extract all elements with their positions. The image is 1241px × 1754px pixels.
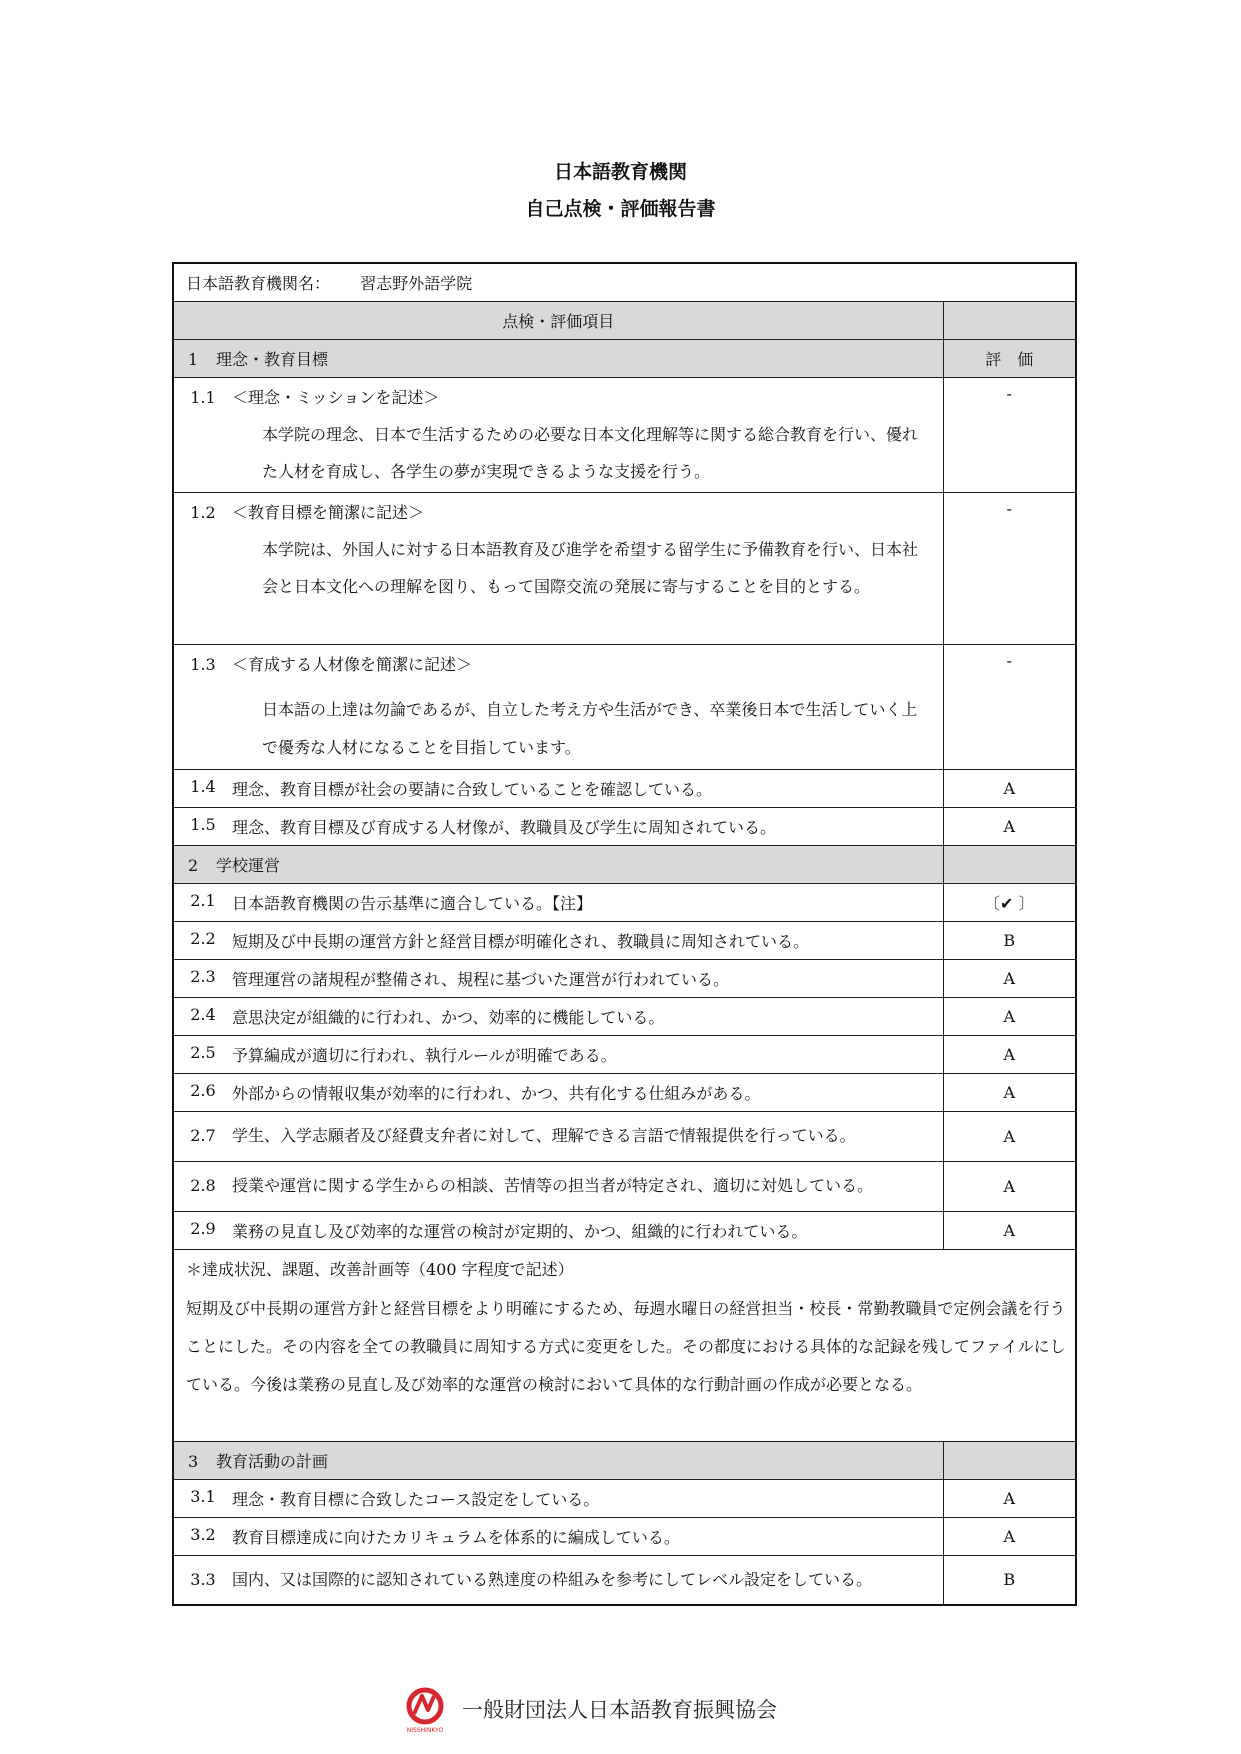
item-number: 1.3	[190, 654, 216, 674]
section-row-3	[173, 1441, 1076, 1479]
page-footer	[0, 1686, 1241, 1736]
section-number: 1	[188, 349, 199, 369]
institution-label: 日本語教育機関名：	[186, 273, 331, 293]
item-row-1-5	[173, 807, 1076, 845]
item-number: 3.1	[190, 1486, 216, 1506]
item-row-2-9	[173, 1211, 1076, 1249]
document-title: 日本語教育機関	[553, 161, 687, 183]
item-rating: A	[943, 769, 1076, 807]
remarks-body: 短期及び中長期の運営方針と経営目標をより明確にするため、毎週水曜日の経営担当・校長・常勤教職員で定例会議を行うことにした。その内容を全ての教職員に周知する方式に変更をした。その都度における具体的な記録を残してファイルにしている。今後は業務の見直し及び効率的な運営の検討において具体的な行動計画の作成が必要となる。	[186, 1298, 1066, 1394]
item-heading: ＜理念・ミッションを記述＞	[232, 387, 440, 407]
item-text: 理念・教育目標に合致したコース設定をしている。	[232, 1489, 600, 1509]
nisshinkyo-logo	[400, 1686, 450, 1734]
rating-header: 評 価	[943, 339, 1076, 377]
section-label: 学校運営	[216, 855, 281, 875]
item-row-1-3	[173, 644, 1076, 769]
item-text: 理念、教育目標及び育成する人材像が、教職員及び学生に周知されている。	[232, 817, 777, 837]
item-text: 国内、又は国際的に認知されている熟達度の枠組みを参考にしてレベル設定をしている。	[232, 1569, 873, 1589]
item-rating: A	[943, 1111, 1076, 1161]
item-row-1-2	[173, 492, 1076, 644]
section-number: 3	[188, 1451, 199, 1471]
item-text: 業務の見直し及び効率的な運営の検討が定期的、かつ、組織的に行われている。	[232, 1221, 808, 1241]
institution-name: 習志野外語学院	[360, 273, 473, 293]
item-row-2-1	[173, 883, 1076, 921]
item-description: 日本語の上達は勿論であるが、自立した考え方や生活ができ、卒業後日本で生活していく上で優秀な人材になることを目指しています。	[262, 699, 918, 757]
item-description: 本学院は、外国人に対する日本語教育及び進学を希望する留学生に予備教育を行い、日本社会と日本文化への理解を図り、もって国際交流の発展に寄与することを目的とする。	[262, 539, 919, 596]
item-number: 2.2	[190, 928, 216, 948]
remarks-row	[173, 1249, 1076, 1441]
item-row-2-7	[173, 1111, 1076, 1161]
item-heading: ＜育成する人材像を簡潔に記述＞	[232, 654, 473, 674]
item-number: 1.2	[190, 502, 216, 522]
remarks-heading: ＊達成状況、課題、改善計画等（400 字程度で記述）	[186, 1259, 574, 1279]
section-number: 2	[188, 855, 199, 875]
section-label: 理念・教育目標	[216, 349, 329, 369]
item-description: 本学院の理念、日本で生活するための必要な日本文化理解等に関する総合教育を行い、優れた人材を育成し、各学生の夢が実現できるような支援を行う。	[262, 424, 919, 481]
section-rating-blank	[943, 845, 1076, 883]
item-rating: A	[943, 997, 1076, 1035]
item-number: 2.4	[190, 1004, 216, 1024]
item-number: 2.8	[190, 1176, 216, 1195]
item-text: 理念、教育目標が社会の要請に合致していることを確認している。	[232, 779, 713, 799]
item-number: 1.1	[190, 387, 216, 407]
document-subtitle: 自己点検・評価報告書	[525, 198, 716, 220]
section-rating-blank	[943, 1441, 1076, 1479]
item-rating: A	[943, 959, 1076, 997]
item-number: 2.9	[190, 1218, 216, 1238]
item-number: 1.4	[190, 776, 216, 796]
item-row-2-6	[173, 1073, 1076, 1111]
organization-name: 一般財団法人日本語教育振興協会	[462, 1698, 777, 1722]
item-rating: A	[943, 1479, 1076, 1517]
item-text: 予算編成が適切に行われ、執行ルールが明確である。	[232, 1045, 617, 1065]
item-rating: B	[943, 1555, 1076, 1605]
item-row-2-3	[173, 959, 1076, 997]
section-label: 教育活動の計画	[216, 1451, 329, 1471]
item-text: 短期及び中長期の運営方針と経営目標が明確化され、教職員に周知されている。	[232, 931, 809, 951]
item-row-2-2	[173, 921, 1076, 959]
item-rating: A	[943, 1517, 1076, 1555]
header-items: 点検・評価項目	[173, 301, 943, 339]
item-row-3-1	[173, 1479, 1076, 1517]
header-row	[173, 301, 1076, 339]
item-text: 日本語教育機関の告示基準に適合している。【注】	[232, 893, 593, 913]
item-row-3-2	[173, 1517, 1076, 1555]
section-row-2	[173, 845, 1076, 883]
section-row-1	[173, 339, 1076, 377]
item-text: 管理運営の諸規程が整備され、規程に基づいた運営が行われている。	[232, 969, 729, 989]
item-row-1-4	[173, 769, 1076, 807]
item-rating: -	[943, 377, 1076, 492]
item-rating: A	[943, 1161, 1076, 1211]
item-text: 教育目標達成に向けたカリキュラムを体系的に編成している。	[232, 1527, 680, 1547]
item-number: 2.6	[190, 1080, 216, 1100]
item-row-2-4	[173, 997, 1076, 1035]
item-rating: B	[943, 921, 1076, 959]
item-row-1-1	[173, 377, 1076, 492]
item-number: 2.3	[190, 966, 216, 986]
item-number: 1.5	[190, 814, 216, 834]
institution-row	[173, 263, 1076, 301]
item-rating: A	[943, 1211, 1076, 1249]
item-row-2-8	[173, 1161, 1076, 1211]
item-text: 外部からの情報収集が効率的に行われ、かつ、共有化する仕組みがある。	[232, 1083, 761, 1103]
item-number: 3.2	[190, 1524, 216, 1544]
item-text: 意思決定が組織的に行われ、かつ、効率的に機能している。	[232, 1007, 665, 1027]
compliance-checkmark: 〔✔ 〕	[943, 883, 1076, 921]
item-row-3-3	[173, 1555, 1076, 1605]
item-rating: -	[943, 492, 1076, 644]
item-rating: A	[943, 807, 1076, 845]
evaluation-table	[172, 262, 1077, 1606]
item-number: 2.7	[190, 1126, 216, 1145]
item-number: 3.3	[190, 1569, 216, 1589]
item-text: 学生、入学志願者及び経費支弁者に対して、理解できる言語で情報提供を行っている。	[232, 1126, 856, 1145]
item-rating: -	[943, 644, 1076, 769]
logo-wordmark: NISSHINKYO	[406, 1727, 444, 1734]
item-number: 2.1	[190, 890, 216, 910]
item-rating: A	[943, 1073, 1076, 1111]
item-row-2-5	[173, 1035, 1076, 1073]
item-rating: A	[943, 1035, 1076, 1073]
header-blank	[943, 301, 1076, 339]
item-text: 授業や運営に関する学生からの相談、苦情等の担当者が特定され、適切に対処している。	[232, 1176, 873, 1195]
item-heading: ＜教育目標を簡潔に記述＞	[232, 502, 425, 522]
item-number: 2.5	[190, 1042, 216, 1062]
